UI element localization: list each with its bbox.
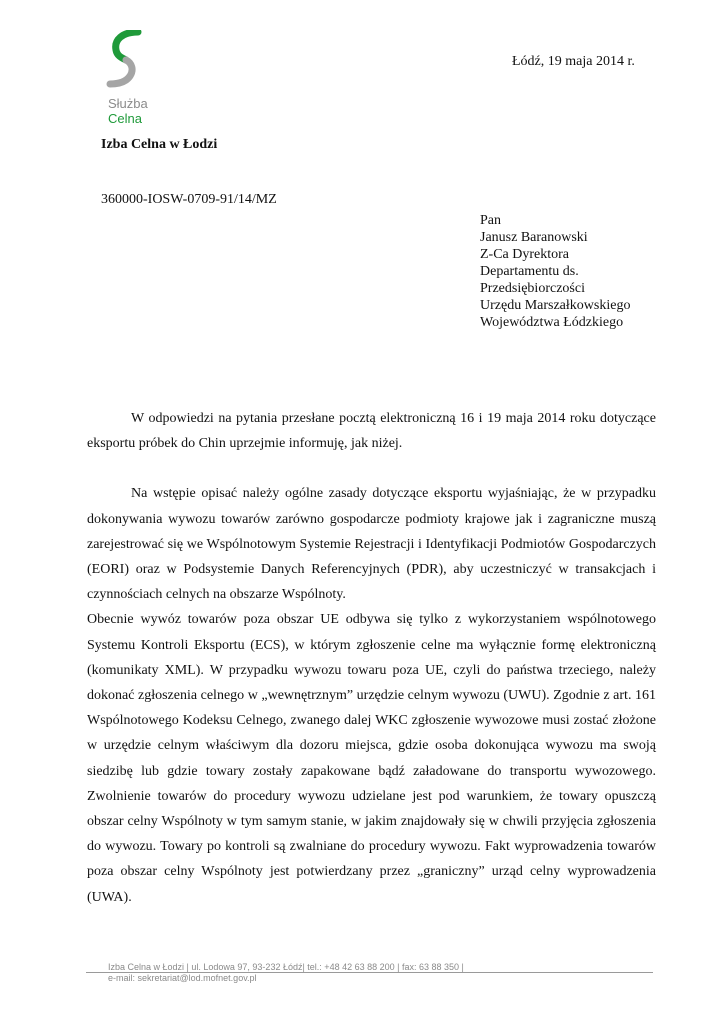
logo-line-1: Służba: [108, 96, 148, 111]
recipient-line: Województwa Łódzkiego: [480, 315, 624, 330]
recipient-line: Pan: [480, 213, 501, 228]
customs-logo: [104, 30, 164, 130]
recipient-line: Z-Ca Dyrektora: [480, 247, 570, 262]
logo-wordmark: [108, 96, 148, 126]
recipient-line: Urzędu Marszałkowskiego: [480, 298, 631, 313]
recipient-line: Przedsiębiorczości: [480, 281, 585, 296]
footer: [108, 962, 464, 984]
footer-email: e-mail: sekretariat@lod.mofnet.gov.pl: [108, 973, 257, 983]
footer-contact: Izba Celna w Łodzi | ul. Lodowa 97, 93-232 Łódź| tel.: +48 42 63 88 200 | fax: 63 88 350 |: [108, 962, 464, 972]
logo-line-2: Celna: [108, 111, 142, 126]
reference-number: 360000-IOSW-0709-91/14/MZ: [101, 192, 277, 207]
customs-emblem-icon: [104, 30, 144, 88]
body-paragraph: W odpowiedzi na pytania przesłane pocztą elektroniczną 16 i 19 maja 2014 roku dotyczące eksportu próbek do Chin uprzejmie informuję, jak niżej.: [87, 411, 656, 452]
letter-body: [87, 406, 656, 910]
body-paragraph: Obecnie wywóz towarów poza obszar UE odbywa się tylko z wykorzystaniem wspólnotowego Systemu Kontroli Eksportu (ECS), w którym zgłoszenie celne ma wyłącznie formę elektroniczną (komunikaty XML). W przypadku wywozu towaru poza UE, czyli do państwa trzeciego, należy dokonać zgłoszenia celnego w „wewnętrznym” urzędzie celnym wywozu (UWU). Zgodnie z art. 161 Wspólnotowego Kodeksu Celnego, zwanego dalej WKC zgłoszenie wywozowe musi zostać złożone w urzędzie celnym właściwym dla dozoru miejsca, gdzie osoba dokonująca wywozu ma swoją siedzibę lub gdzie towary zostały zapakowane bądź załadowane do transportu wywozowego. Zwolnienie towarów do procedury wywozu udzielane jest pod warunkiem, że towary opuszczą obszar celny Wspólnoty w tym samym stanie, w jakim znajdowały się w chwili przyjęcia zgłoszenia do wywozu. Towary po kontroli są zwalniane do procedury wywozu. Fakt wyprowadzenia towarów poza obszar celny Wspólnoty jest potwierdzany przez „graniczny” urząd celny wyprowadzenia (UWA).: [87, 612, 656, 905]
recipient-line: Janusz Baranowski: [480, 230, 588, 245]
recipient-address: [480, 212, 630, 331]
place-and-date: Łódź, 19 maja 2014 r.: [512, 54, 635, 69]
recipient-line: Departamentu ds.: [480, 264, 579, 279]
body-paragraph: Na wstępie opisać należy ogólne zasady dotyczące eksportu wyjaśniając, że w przypadku dokonywania wywozu towarów zarówno gospodarcze podmioty krajowe jak i zagraniczne muszą zarejestrować się we Wspólnotowym Systemie Rejestracji i Identyfikacji Podmiotów Gospodarczych (EORI) oraz w Podsystemie Danych Referencyjnych (PDR), aby uczestniczyć w transakcjach i czynnościach celnych na obszarze Wspólnoty.: [87, 486, 656, 603]
office-name: Izba Celna w Łodzi: [101, 137, 218, 152]
